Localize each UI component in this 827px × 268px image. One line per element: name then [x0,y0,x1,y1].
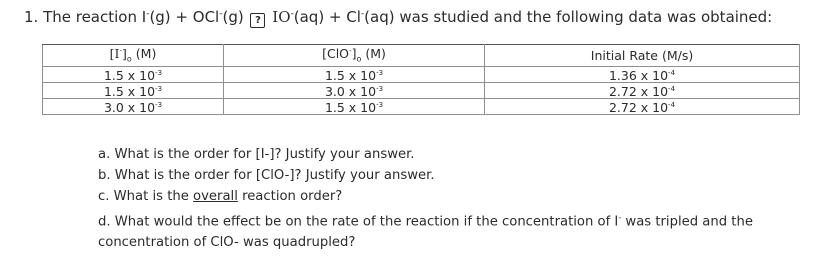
header-initial-rate: Initial Rate (M/s) [485,45,800,67]
question-d: d. What would the effect be on the rate of the reaction if the concentration of I- was tripled and the [98,213,753,230]
charge-superscript: - [146,9,150,19]
table-cell: 1.5 x $10^{-3}$ [43,66,224,82]
question-a: a. What is the order for [I-]? Justify your answer. [98,147,415,162]
question-c: c. What is the overall reaction order? [98,189,343,204]
header-hypochlorite-conc: $[ClO^-]_o$ (M) [224,45,485,67]
table-cell: 2.72 x $10^{-4}$ [485,82,800,98]
reaction-text: (aq) + Cl [293,8,361,26]
missing-symbol-icon: ? [250,13,265,28]
rate-data-table [42,44,800,115]
table-row [43,66,800,82]
question-list [98,144,753,253]
question-b: b. What is the order for [ClO-]? Justify your answer. [98,168,435,183]
charge-superscript: - [290,9,294,19]
product-species: IO [272,8,291,26]
charge-superscript: - [360,9,365,19]
table-header-row [43,45,800,67]
table-row [43,98,800,114]
reaction-text: (g) + OCl [149,8,220,26]
problem-statement [24,8,772,28]
table-cell: 1.5 x $10^{-3}$ [43,82,224,98]
reaction-text: (aq) was studied and the following data was obtained: [364,8,773,26]
table-cell: 1.5 x $10^{-3}$ [224,66,485,82]
reaction-text: 1. The reaction I [24,8,147,26]
table-cell: 1.5 x $10^{-3}$ [224,98,485,114]
header-iodide-conc: $[I^-]_o$ (M) [43,45,224,67]
underlined-word: overall [193,189,238,204]
table-cell: 3.0 x $10^{-3}$ [43,98,224,114]
table-cell: 2.72 x $10^{-4}$ [485,98,800,114]
table-cell: 3.0 x $10^{-3}$ [224,82,485,98]
reaction-text: (g) [222,8,244,26]
charge-superscript: - [219,9,223,19]
table-row [43,82,800,98]
table-cell: 1.36 x $10^{-4}$ [485,66,800,82]
question-d-continuation: concentration of ClO- was quadrupled? [98,235,356,251]
